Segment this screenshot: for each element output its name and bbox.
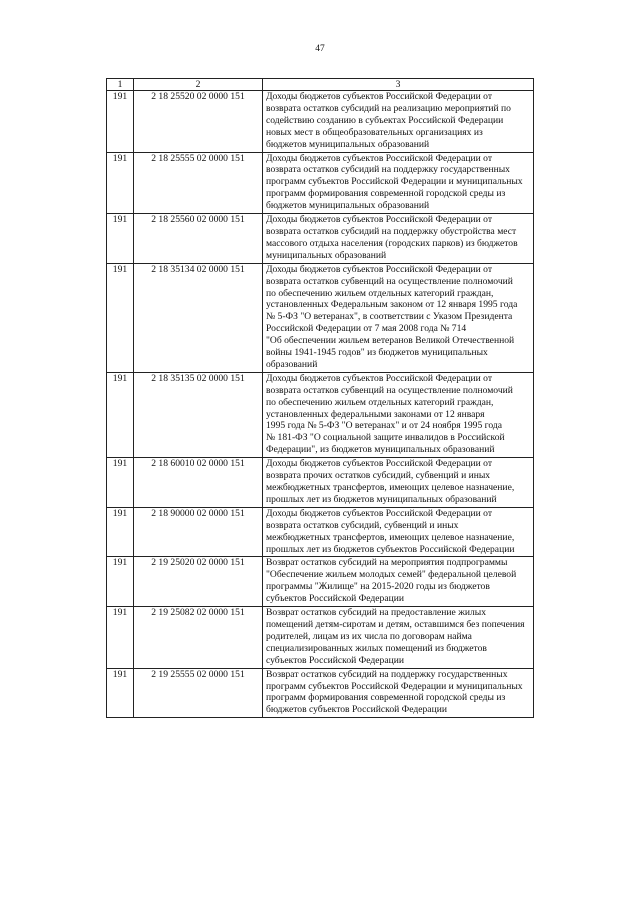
description-line: установленных федеральными законами от 12 января [266, 408, 485, 420]
budget-classification-code-cell: 2 18 25555 02 0000 151 [134, 152, 263, 214]
administrator-code-cell: 191 [107, 557, 134, 607]
description-line: образований [266, 358, 318, 370]
table-row [107, 152, 534, 214]
description-line: массового отдыха населения (городских парков) из бюджетов [266, 237, 518, 249]
description-line: бюджетов муниципальных образований [266, 200, 430, 212]
description-line: Доходы бюджетов субъектов Российской Федерации от [266, 214, 493, 226]
description-line: программ формирования современной городской среды из [266, 188, 506, 200]
revenue-description-cell [263, 607, 534, 669]
administrator-code-cell: 191 [107, 372, 134, 457]
budget-classification-code-cell: 2 19 25082 02 0000 151 [134, 607, 263, 669]
page-number: 47 [315, 44, 325, 54]
description-line: Доходы бюджетов субъектов Российской Федерации от [266, 458, 493, 470]
description-line: субъектов Российской Федерации [266, 654, 404, 666]
table-row [107, 372, 534, 457]
revenue-description-cell [263, 458, 534, 508]
description-line: возврата остатков субсидий, субвенций и иных [266, 519, 459, 531]
administrator-code-cell: 191 [107, 263, 134, 372]
column-header-3: 3 [263, 79, 534, 91]
description-line: субъектов Российской Федерации [266, 593, 404, 605]
budget-classification-code-cell: 2 18 35134 02 0000 151 [134, 263, 263, 372]
table-row [107, 668, 534, 718]
description-line: Возврат остатков субсидий на поддержку государственных [266, 668, 508, 680]
column-header-1: 1 [107, 79, 134, 91]
table-header-row [107, 79, 534, 91]
description-line: войны 1941-1945 годов" из бюджетов муниципальных [266, 347, 488, 359]
description-line: муниципальных образований [266, 249, 387, 261]
revenue-description-cell [263, 372, 534, 457]
description-line: Российской Федерации от 7 мая 2008 года № 714 [266, 323, 467, 335]
description-line: возврата остатков субсидий на поддержку обустройства мест [266, 225, 517, 237]
revenue-description-cell [263, 152, 534, 214]
table-row [107, 214, 534, 264]
description-line: помещений детям-сиротам и детям, оставшимся без попечения [266, 618, 525, 630]
revenue-description-cell [263, 263, 534, 372]
revenue-description-cell [263, 557, 534, 607]
description-line: возврата остатков субсидий на поддержку государственных [266, 164, 510, 176]
description-line: новых мест в общеобразовательных организациях из [266, 126, 483, 138]
description-line: возврата прочих остатков субсидий, субвенций и иных [266, 470, 491, 482]
administrator-code-cell: 191 [107, 607, 134, 669]
administrator-code-cell: 191 [107, 152, 134, 214]
description-line: возврата остатков субсидий на реализацию мероприятий по [266, 102, 511, 114]
description-line: программ субъектов Российской Федерации и муниципальных [266, 680, 523, 692]
description-line: родителей, лицам из их числа по договорам найма [266, 630, 472, 642]
description-line: прошлых лет из бюджетов субъектов Российской Федерации [266, 543, 515, 555]
budget-classification-code-cell: 2 19 25555 02 0000 151 [134, 668, 263, 718]
description-line: программ субъектов Российской Федерации и муниципальных [266, 176, 523, 188]
budget-classification-code-cell: 2 19 25020 02 0000 151 [134, 557, 263, 607]
description-line: бюджетов субъектов Российской Федерации [266, 704, 447, 716]
table-row [107, 91, 534, 153]
revenue-description-cell [263, 91, 534, 153]
description-line: № 5-ФЗ "О ветеранах", в соответствии с Указом Президента [266, 311, 513, 323]
table-row [107, 557, 534, 607]
revenue-description-cell [263, 214, 534, 264]
description-line: бюджетов муниципальных образований [266, 138, 430, 150]
description-line: № 181-ФЗ "О социальной защите инвалидов в Российской [266, 432, 505, 444]
table-row [107, 458, 534, 508]
description-line: Доходы бюджетов субъектов Российской Федерации от [266, 372, 493, 384]
description-line: по обеспечению жильем отдельных категорий граждан, [266, 287, 494, 299]
description-line: по обеспечению жильем отдельных категорий граждан, [266, 396, 494, 408]
table-row [107, 607, 534, 669]
table-row [107, 263, 534, 372]
administrator-code-cell: 191 [107, 214, 134, 264]
revenue-description-cell [263, 668, 534, 718]
description-line: Доходы бюджетов субъектов Российской Федерации от [266, 152, 493, 164]
description-line: Доходы бюджетов субъектов Российской Федерации от [266, 91, 493, 102]
budget-classification-code-cell: 2 18 25560 02 0000 151 [134, 214, 263, 264]
description-line: специализированных жилых помещений из бюджетов [266, 642, 487, 654]
description-line: Федерации", из бюджетов муниципальных образований [266, 444, 495, 456]
description-line: Доходы бюджетов субъектов Российской Федерации от [266, 263, 493, 275]
administrator-code-cell: 191 [107, 458, 134, 508]
table-row [107, 507, 534, 557]
description-line: программы "Жилище" на 2015-2020 годы из бюджетов [266, 581, 490, 593]
description-line: Доходы бюджетов субъектов Российской Федерации от [266, 507, 493, 519]
budget-classification-code-cell: 2 18 60010 02 0000 151 [134, 458, 263, 508]
budget-classification-code-cell: 2 18 35135 02 0000 151 [134, 372, 263, 457]
description-line: межбюджетных трансфертов, имеющих целевое назначение, [266, 482, 515, 493]
description-line: прошлых лет из бюджетов муниципальных образований [266, 493, 497, 505]
description-line: 1995 года № 5-ФЗ "О ветеранах" и от 24 ноября 1995 года [266, 420, 503, 432]
administrator-code-cell: 191 [107, 668, 134, 718]
description-line: программ формирования современной городской среды из [266, 692, 506, 704]
description-line: межбюджетных трансфертов, имеющих целевое назначение, [266, 531, 515, 543]
budget-classification-code-cell: 2 18 90000 02 0000 151 [134, 507, 263, 557]
description-line: "Обеспечение жильем молодых семей" федеральной целевой [266, 569, 517, 581]
budget-classification-code-cell: 2 18 25520 02 0000 151 [134, 91, 263, 153]
description-line: возврата остатков субвенций на осуществление полномочий [266, 275, 513, 287]
administrator-code-cell: 191 [107, 507, 134, 557]
revenue-description-cell [263, 507, 534, 557]
description-line: "Об обеспечении жильем ветеранов Великой Отечественной [266, 335, 515, 347]
description-line: установленных Федеральным законом от 12 января 1995 года [266, 299, 518, 311]
description-line: Возврат остатков субсидий на мероприятия подпрограммы [266, 557, 508, 569]
administrator-code-cell: 191 [107, 91, 134, 153]
description-line: Возврат остатков субсидий на предоставление жилых [266, 607, 487, 619]
description-line: возврата остатков субвенций на осуществление полномочий [266, 384, 513, 396]
description-line: содействию созданию в субъектах Российской Федерации [266, 114, 504, 126]
budget-codes-table [106, 78, 534, 718]
column-header-2: 2 [134, 79, 263, 91]
